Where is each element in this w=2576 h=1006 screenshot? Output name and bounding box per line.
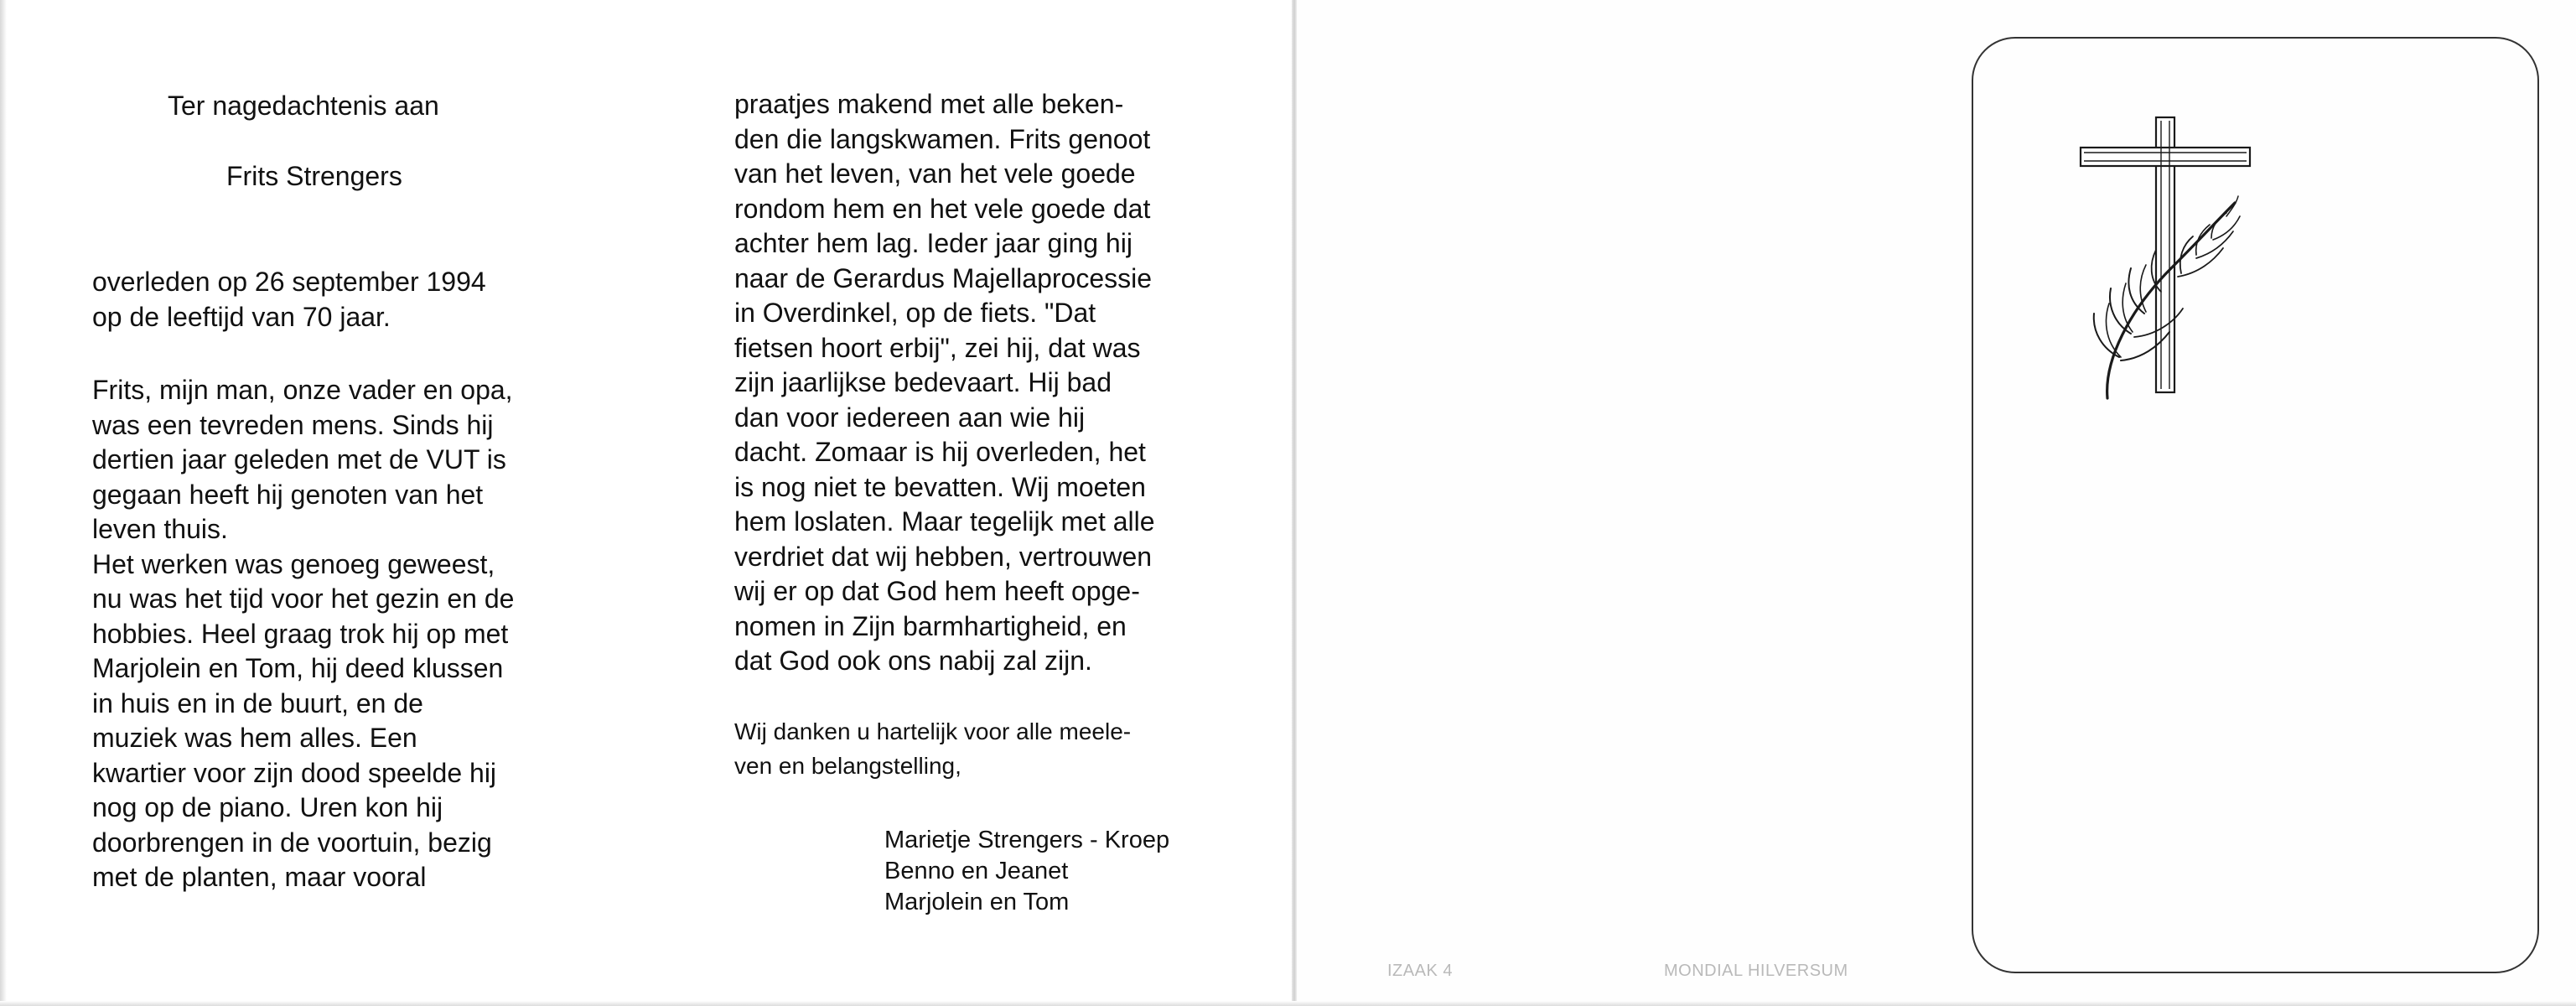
- text-line: dertien jaar geleden met de VUT is: [92, 444, 506, 474]
- signatory: Benno en Jeanet: [884, 858, 1069, 884]
- text-line: den die langskwamen. Frits genoot: [734, 123, 1151, 154]
- text-line: muziek was hem alles. Een: [92, 723, 417, 753]
- text-line: in Overdinkel, op de fiets. "Dat: [734, 298, 1096, 328]
- deceased-name: Frits Strengers: [226, 161, 402, 191]
- printer-code: IZAAK 4: [1387, 962, 1453, 980]
- text-line: rondom hem en het vele goede dat: [734, 193, 1151, 224]
- paper-edge-bottom: [0, 1001, 2576, 1006]
- text-line: zijn jaarlijkse bedevaart. Hij bad: [734, 367, 1112, 397]
- text-line: dacht. Zomaar is hij overleden, het: [734, 437, 1146, 467]
- text-line: naar de Gerardus Majellaprocessie: [734, 262, 1153, 293]
- text-line: verdriet dat wij hebben, vertrouwen: [734, 541, 1153, 572]
- signatories: [884, 825, 1169, 918]
- text-line: was een tevreden mens. Sinds hij: [92, 409, 494, 440]
- death-date-line: overleden op 26 september 1994: [92, 267, 486, 297]
- printer-name: MONDIAL HILVERSUM: [1664, 962, 1848, 980]
- text-line: met de planten, maar vooral: [92, 862, 427, 892]
- thanks-line: Wij danken u hartelijk voor alle meele-: [734, 718, 1132, 744]
- text-line: wij er op dat God hem heeft opge-: [734, 576, 1140, 606]
- thanks-note: [734, 714, 1131, 783]
- text-line: achter hem lag. Ieder jaar ging hij: [734, 228, 1133, 258]
- text-line: kwartier voor zijn dood speelde hij: [92, 757, 497, 788]
- text-line: is nog niet te bevatten. Wij moeten: [734, 471, 1146, 502]
- memorial-heading: Ter nagedachtenis aan: [168, 91, 439, 121]
- text-line: gegaan heeft hij genoten van het: [92, 479, 484, 510]
- text-line: nog op de piano. Uren kon hij: [92, 792, 443, 822]
- text-line: van het leven, van het vele goede: [734, 158, 1136, 189]
- text-line: Het werken was genoeg geweest,: [92, 548, 495, 579]
- text-line: nu was het tijd voor het gezin en de: [92, 583, 515, 614]
- text-line: Frits, mijn man, onze vader en opa,: [92, 375, 513, 405]
- death-details: [92, 265, 486, 334]
- signatory: Marietje Strengers - Kroep: [884, 827, 1170, 853]
- text-line: nomen in Zijn barmhartigheid, en: [734, 610, 1127, 641]
- thanks-line: ven en belangstelling,: [734, 753, 961, 779]
- card-fold: [1292, 0, 1297, 1006]
- text-line: doorbrengen in de voortuin, bezig: [92, 827, 492, 858]
- death-age-line: op de leeftijd van 70 jaar.: [92, 301, 391, 332]
- text-line: in huis en in de buurt, en de: [92, 687, 423, 718]
- biography-text-left: [92, 373, 514, 895]
- text-line: dan voor iedereen aan wie hij: [734, 402, 1086, 433]
- cross-with-palm-branch-icon: [2071, 109, 2272, 411]
- text-line: hobbies. Heel graag trok hij op met: [92, 618, 509, 649]
- text-line: praatjes makend met alle beken-: [734, 89, 1124, 119]
- paper-edge-left: [0, 0, 7, 1006]
- biography-text-right: [734, 87, 1155, 679]
- text-line: Marjolein en Tom, hij deed klussen: [92, 653, 504, 683]
- text-line: hem loslaten. Maar tegelijk met alle: [734, 506, 1155, 537]
- text-line: dat God ook ons nabij zal zijn.: [734, 646, 1092, 676]
- text-line: leven thuis.: [92, 514, 228, 544]
- text-line: fietsen hoort erbij", zei hij, dat was: [734, 332, 1141, 363]
- signatory: Marjolein en Tom: [884, 889, 1070, 915]
